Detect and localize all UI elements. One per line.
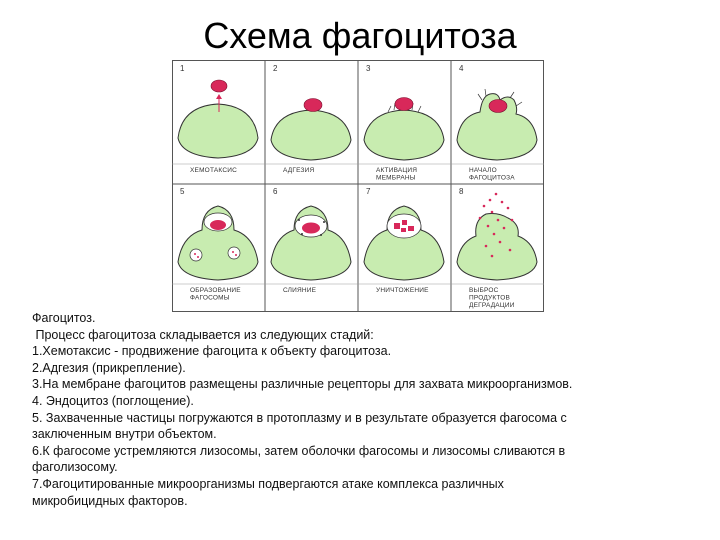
text-line: 4. Эндоцитоз (поглощение). bbox=[32, 393, 194, 408]
stage-5-caption: ОБРАЗОВАНИЕ bbox=[190, 287, 241, 294]
lysosome bbox=[190, 249, 202, 261]
microbe-particle bbox=[211, 80, 227, 92]
text-line: Процесс фагоцитоза складывается из следующих стадий: bbox=[32, 327, 374, 342]
text-line: фаголизосому. bbox=[32, 460, 118, 475]
stage-4-caption: НАЧАЛО bbox=[469, 167, 497, 174]
text-line: заключенным внутри объектом. bbox=[32, 427, 217, 442]
microbe-particle bbox=[395, 98, 413, 111]
stage-3-caption: МЕМБРАНЫ bbox=[376, 174, 416, 182]
diagram-svg bbox=[172, 60, 544, 312]
stage-4-caption: ФАГОЦИТОЗА bbox=[469, 174, 515, 182]
text-line: микробицидных факторов. bbox=[32, 493, 188, 508]
text-line: 3.На мембране фагоцитов размещены различные рецепторы для захвата микроорганизмов. bbox=[32, 377, 573, 392]
microbe-fragment bbox=[401, 228, 406, 232]
stage-7-number: 7 bbox=[366, 187, 371, 196]
stage-8-number: 8 bbox=[459, 187, 464, 196]
text-line: Фагоцитоз. bbox=[32, 311, 96, 325]
stage-8-caption: ДЕГРАДАЦИИ bbox=[469, 302, 515, 309]
text-line: 2.Адгезия (прикрепление). bbox=[32, 360, 186, 375]
stage-4-number: 4 bbox=[459, 64, 464, 73]
stage-2-caption: АДГЕЗИЯ bbox=[283, 167, 315, 174]
slide-title: Схема фагоцитоза bbox=[203, 15, 517, 56]
stage-8-caption: ВЫБРОС bbox=[469, 287, 499, 294]
microbe-fragment bbox=[408, 226, 414, 231]
microbe-particle bbox=[210, 220, 226, 230]
stage-1-number: 1 bbox=[180, 64, 185, 73]
microbe-fragment bbox=[394, 223, 400, 229]
microbe-fragment bbox=[402, 220, 407, 225]
stage-1-caption: ХЕМОТАКСИС bbox=[190, 167, 238, 174]
stage-6-caption: СЛИЯНИЕ bbox=[283, 287, 317, 294]
stage-2-number: 2 bbox=[273, 64, 278, 73]
phagocytosis-description bbox=[32, 310, 692, 509]
text-line: 1.Хемотаксис - продвижение фагоцита к объекту фагоцитоза. bbox=[32, 344, 392, 359]
stage-6-number: 6 bbox=[273, 187, 278, 196]
text-line: 6.К фагосоме устремляются лизосомы, затем оболочки фагосомы и лизосомы сливаются в bbox=[32, 443, 566, 458]
stage-7-caption: УНИЧТОЖЕНИЕ bbox=[376, 287, 429, 294]
phagolysosome bbox=[387, 214, 421, 238]
microbe-particle bbox=[489, 100, 507, 113]
microbe-particle bbox=[302, 223, 320, 234]
stage-5-caption: ФАГОСОМЫ bbox=[190, 294, 230, 302]
microbe-particle bbox=[304, 99, 322, 112]
lysosome bbox=[228, 247, 240, 259]
stage-3-number: 3 bbox=[366, 64, 371, 73]
stage-5-number: 5 bbox=[180, 187, 185, 196]
text-line: 5. Захваченные частицы погружаются в протоплазму и в результате образуется фагосома с bbox=[32, 410, 567, 425]
text-line: 7.Фагоцитированные микроорганизмы подвергаются атаке комплекса различных bbox=[32, 476, 504, 491]
phagocytosis-diagram bbox=[172, 60, 544, 312]
stage-3-caption: АКТИВАЦИЯ bbox=[376, 167, 418, 174]
stage-8-caption: ПРОДУКТОВ bbox=[469, 294, 511, 302]
